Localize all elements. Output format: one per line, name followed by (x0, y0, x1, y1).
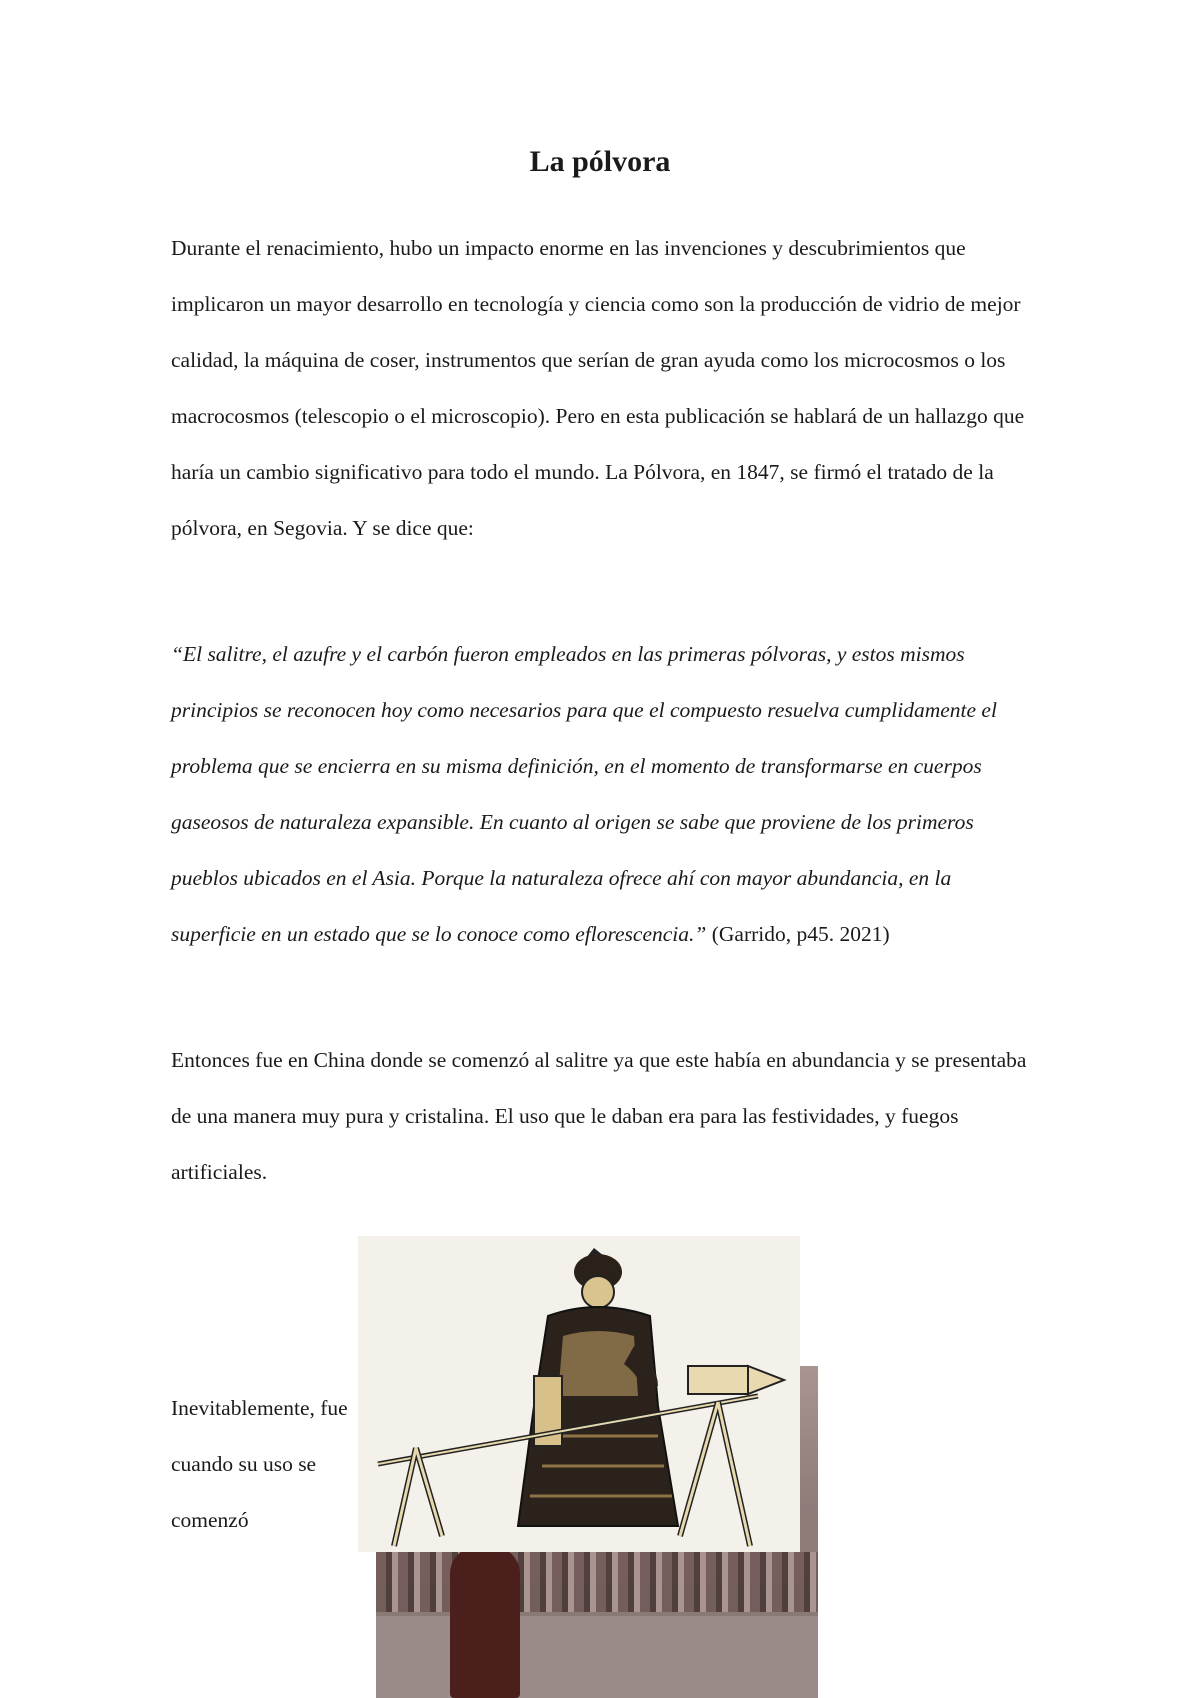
page-title: La pólvora (529, 145, 671, 178)
intro-paragraph: Durante el renacimiento, hubo un impacto enorme en las invenciones y descubrimientos que implicaron un mayor desarrollo en tecnología y ciencia como son la producción de vidrio de mejor calidad, la máquina de coser, instrumentos que serían de gran ayuda como los microcosmos o los macrocosmos (telescopio o el microscopio). Pero en esta publicación se hablará de un hallazgo que haría un cambio significativo para todo el mundo. La Pólvora, en 1847, se firmó el tratado de la pólvora, en Segovia. Y se dice que: (171, 236, 1025, 540)
quote-citation: (Garrido, p45. 2021) (706, 922, 890, 946)
warrior-drawing-svg (358, 1236, 800, 1552)
crowd-row (376, 1552, 818, 1612)
robed-figure (450, 1546, 520, 1698)
quote-paragraph (171, 626, 1041, 962)
quote-text: “El salitre, el azufre y el carbón fueron empleados en las primeras pólvoras, y estos mismos principios se reconocen hoy como necesarios para que el compuesto resuelva cumplidamente el problema que se encierra en su misma definición, en el momento de transformarse en cuerpos gaseosos de naturaleza expansible. En cuanto al origen se sabe que proviene de los primeros pueblos ubicados en el Asia. Porque la naturaleza ofrece ahí con mayor abundancia, en la superficie en un estado que se lo conoce como eflorescencia.” (171, 642, 997, 946)
ground (376, 1616, 818, 1698)
closing-paragraph: Inevitablemente, fue cuando su uso se comenzó (171, 1396, 348, 1532)
china-paragraph: Entonces fue en China donde se comenzó al salitre ya que este había en abundancia y se presentaba de una manera muy pura y cristalina. El uso que le daban era para las festividades, y fuegos artificiales. (171, 1048, 1027, 1184)
warrior-illustration (358, 1236, 800, 1552)
